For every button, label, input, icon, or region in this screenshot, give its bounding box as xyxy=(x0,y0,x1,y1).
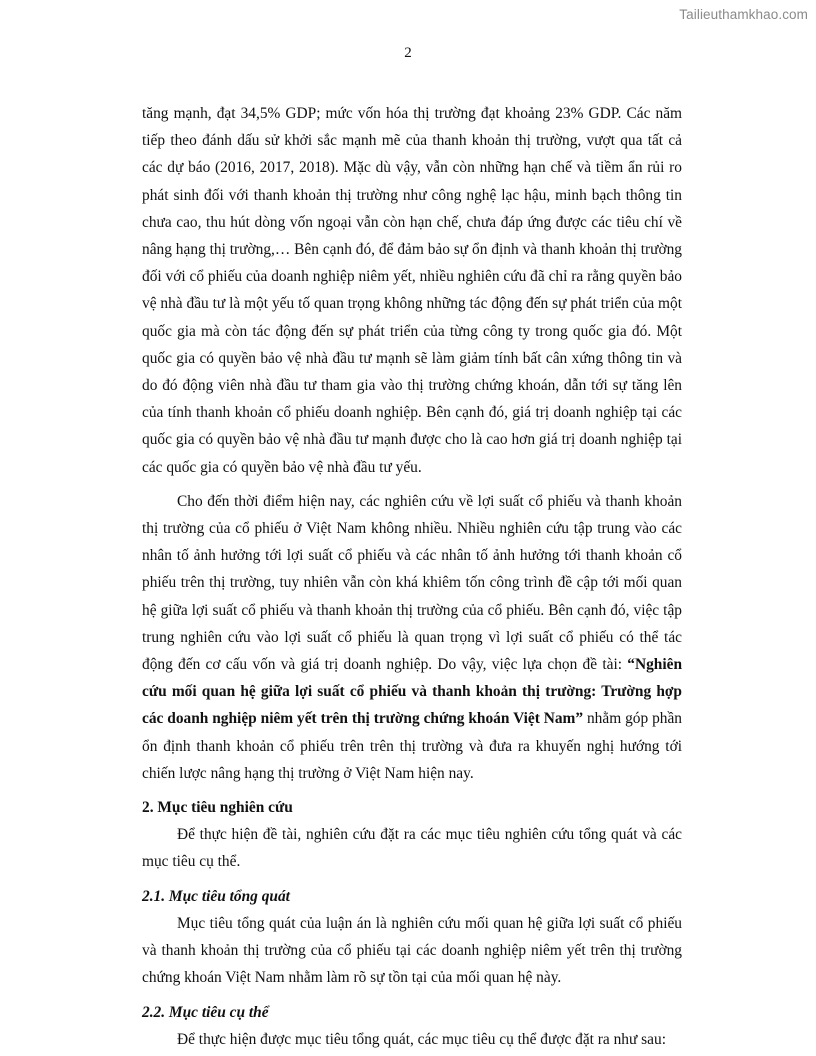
paragraph-1: tăng mạnh, đạt 34,5% GDP; mức vốn hóa thị trường đạt khoảng 23% GDP. Các năm tiếp theo đánh dấu sử khởi sắc mạnh mẽ của thanh khoản thị trường, vượt qua tất cả các dự báo (2016, 2017, 2018). Mặc dù vậy, vẫn còn những hạn chế và tiềm ẩn rủi ro phát sinh đối với thanh khoản thị trường như công nghệ lạc hậu, minh bạch thông tin chưa cao, thu hút dòng vốn ngoại vẫn còn hạn chế, chưa đáp ứng được các tiêu chí về nâng hạng thị trường,… Bên cạnh đó, để đảm bảo sự ổn định và thanh khoản thị trường đối với cổ phiếu của doanh nghiệp niêm yết, nhiều nghiên cứu đã chỉ ra rằng quyền bảo vệ nhà đầu tư là một yếu tố quan trọng không những tác động đến sự phát triển của một quốc gia mà còn tác động đến sự phát triển của từng công ty trong quốc gia đó. Một quốc gia có quyền bảo vệ nhà đầu tư mạnh sẽ làm giảm tính bất cân xứng thông tin và do đó động viên nhà đầu tư tham gia vào thị trường chứng khoán, dẫn tới sự tăng lên của tính thanh khoản cổ phiếu doanh nghiệp. Bên cạnh đó, giá trị doanh nghiệp tại các quốc gia có quyền bảo vệ nhà đầu tư mạnh được cho là cao hơn giá trị doanh nghiệp tại các quốc gia có quyền bảo vệ nhà đầu tư yếu. xyxy=(142,105,682,476)
paragraph-4: Mục tiêu tổng quát của luận án là nghiên cứu mối quan hệ giữa lợi suất cổ phiếu và thanh khoản thị trường của cổ phiếu tại các doanh nghiệp niêm yết trên thị trường chứng khoán Việt Nam nhằm làm rõ sự tồn tại của mối quan hệ này. xyxy=(142,914,682,987)
paragraph-3: Để thực hiện đề tài, nghiên cứu đặt ra các mục tiêu nghiên cứu tổng quát và các mục tiêu cụ thể. xyxy=(142,826,682,871)
paragraph-5: Để thực hiện được mục tiêu tổng quát, các mục tiêu cụ thể được đặt ra như sau: xyxy=(177,1030,666,1048)
heading-general-objective: 2.1. Mục tiêu tổng quát xyxy=(142,887,290,905)
paragraph-2-text-before: Cho đến thời điểm hiện nay, các nghiên cứu về lợi suất cổ phiếu và thanh khoản thị trường của cổ phiếu ở Việt Nam không nhiều. Nhiều nghiên cứu tập trung vào các nhân tố ảnh hưởng tới lợi suất cổ phiếu và các nhân tố ảnh hưởng tới thanh khoản cổ phiếu trên thị trường, tuy nhiên vẫn còn khá khiêm tốn công trình đề cập tới mối quan hệ giữa lợi suất cổ phiếu và thanh khoản thị trường của cổ phiếu. Bên cạnh đó, việc tập trung nghiên cứu vào lợi suất cổ phiếu là quan trọng vì lợi suất cổ phiếu có thể tác động đến cơ cấu vốn và giá trị doanh nghiệp. Do vậy, việc lựa chọn đề tài: xyxy=(142,492,682,674)
watermark-text: Tailieuthamkhao.com xyxy=(679,7,808,22)
heading-specific-objectives: 2.2. Mục tiêu cụ thể xyxy=(142,1003,269,1021)
paragraph-2-text-after: nhằm góp phần ổn định thanh khoản cổ phiếu trên trên thị trường và đưa ra khuyến nghị hướng tới chiến lược nâng hạng thị trường ở Việt Nam hiện nay. xyxy=(142,710,682,782)
page-number: 2 xyxy=(404,45,412,61)
thesis-title: “Nghiên cứu mối quan hệ giữa lợi suất cổ phiếu và thanh khoản thị trường: Trường hợp các doanh nghiệp niêm yết trên thị trường chứng khoán Việt Nam” xyxy=(142,656,682,728)
paragraph-2 xyxy=(142,488,682,787)
heading-research-objectives: 2. Mục tiêu nghiên cứu xyxy=(142,799,293,817)
document-body xyxy=(142,100,682,1053)
